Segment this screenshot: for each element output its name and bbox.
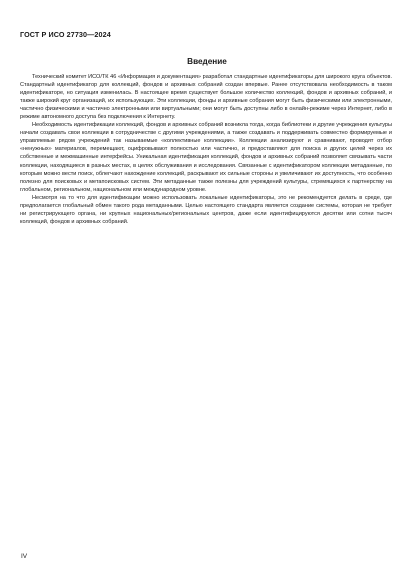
paragraph: Необходимость идентификации коллекций, фондов и архивных собраний возникла тогда, когда библиотеки и другие учреждения культуры начали создавать свои коллекции в сотрудничестве с другими учреждениями, а также создавать и поддерживать совместно формируемые и управляемые рядом учреждений так называемые «коллективные коллекции». Коллекции анализируют и сравнивают, проводят отбор «ненужных» материалов, перемещают, оцифровывают полностью или частично, и предоставляют для поиска и других целей через их собственные и межмашинные интерфейсы. Уникальная идентификация коллекций, фондов и архивных собраний позволяет связывать части коллекции, находящиеся в разных местах, в целях обслуживания и исследования. Связанные с идентификатором коллекции метаданные, по которым можно вести поиск, облегчают нахождение коллекций, раскрывают их сильные стороны и увеличивают их доступность, что особенно полезно для поисковых и метапоисковых систем. Эти метаданные также полезны для учреждений культуры, стремящихся к партнерству на глобальном, региональном, национальном или международном уровне. [20,122,392,193]
page-number: IV [21,553,28,560]
body-text [20,73,392,226]
paragraph: Технический комитет ИСО/ТК 46 «Информация и документация» разработал стандартные идентификаторы для широкого круга объектов. Стандартный идентификатор для коллекций, фондов и архивных собраний создан впервые. Ранее отсутствовала необходимость в таком идентификаторе, но ситуация изменилась. В настоящее время существует большое количество коллекций, фондов и архивных собраний, и также широкий круг организаций, их использующих. Эти коллекции, фонды и архивные собрания могут быть физическими или электронными, частично физическими и частично электронными или виртуальными; они могут быть доступны либо в онлайн-режиме через Интернет, либо в режиме автономного доступа без подключения к Интернету. [20,74,392,121]
section-title: Введение [187,57,227,66]
paragraph: Несмотря на то что для идентификации можно использовать локальные идентификаторы, это не рекомендуется делать в среде, где предполагается глобальный обмен такого рода метаданными. Целью настоящего стандарта является создание системы, которая не требует ни регистрирующего органа, ни крупных национальных/региональных центров, даже если идентифицируются десятки или сотни тысяч коллекций, фондов и архивных собраний. [20,194,392,225]
standard-code-header: ГОСТ Р ИСО 27730—2024 [20,30,111,39]
